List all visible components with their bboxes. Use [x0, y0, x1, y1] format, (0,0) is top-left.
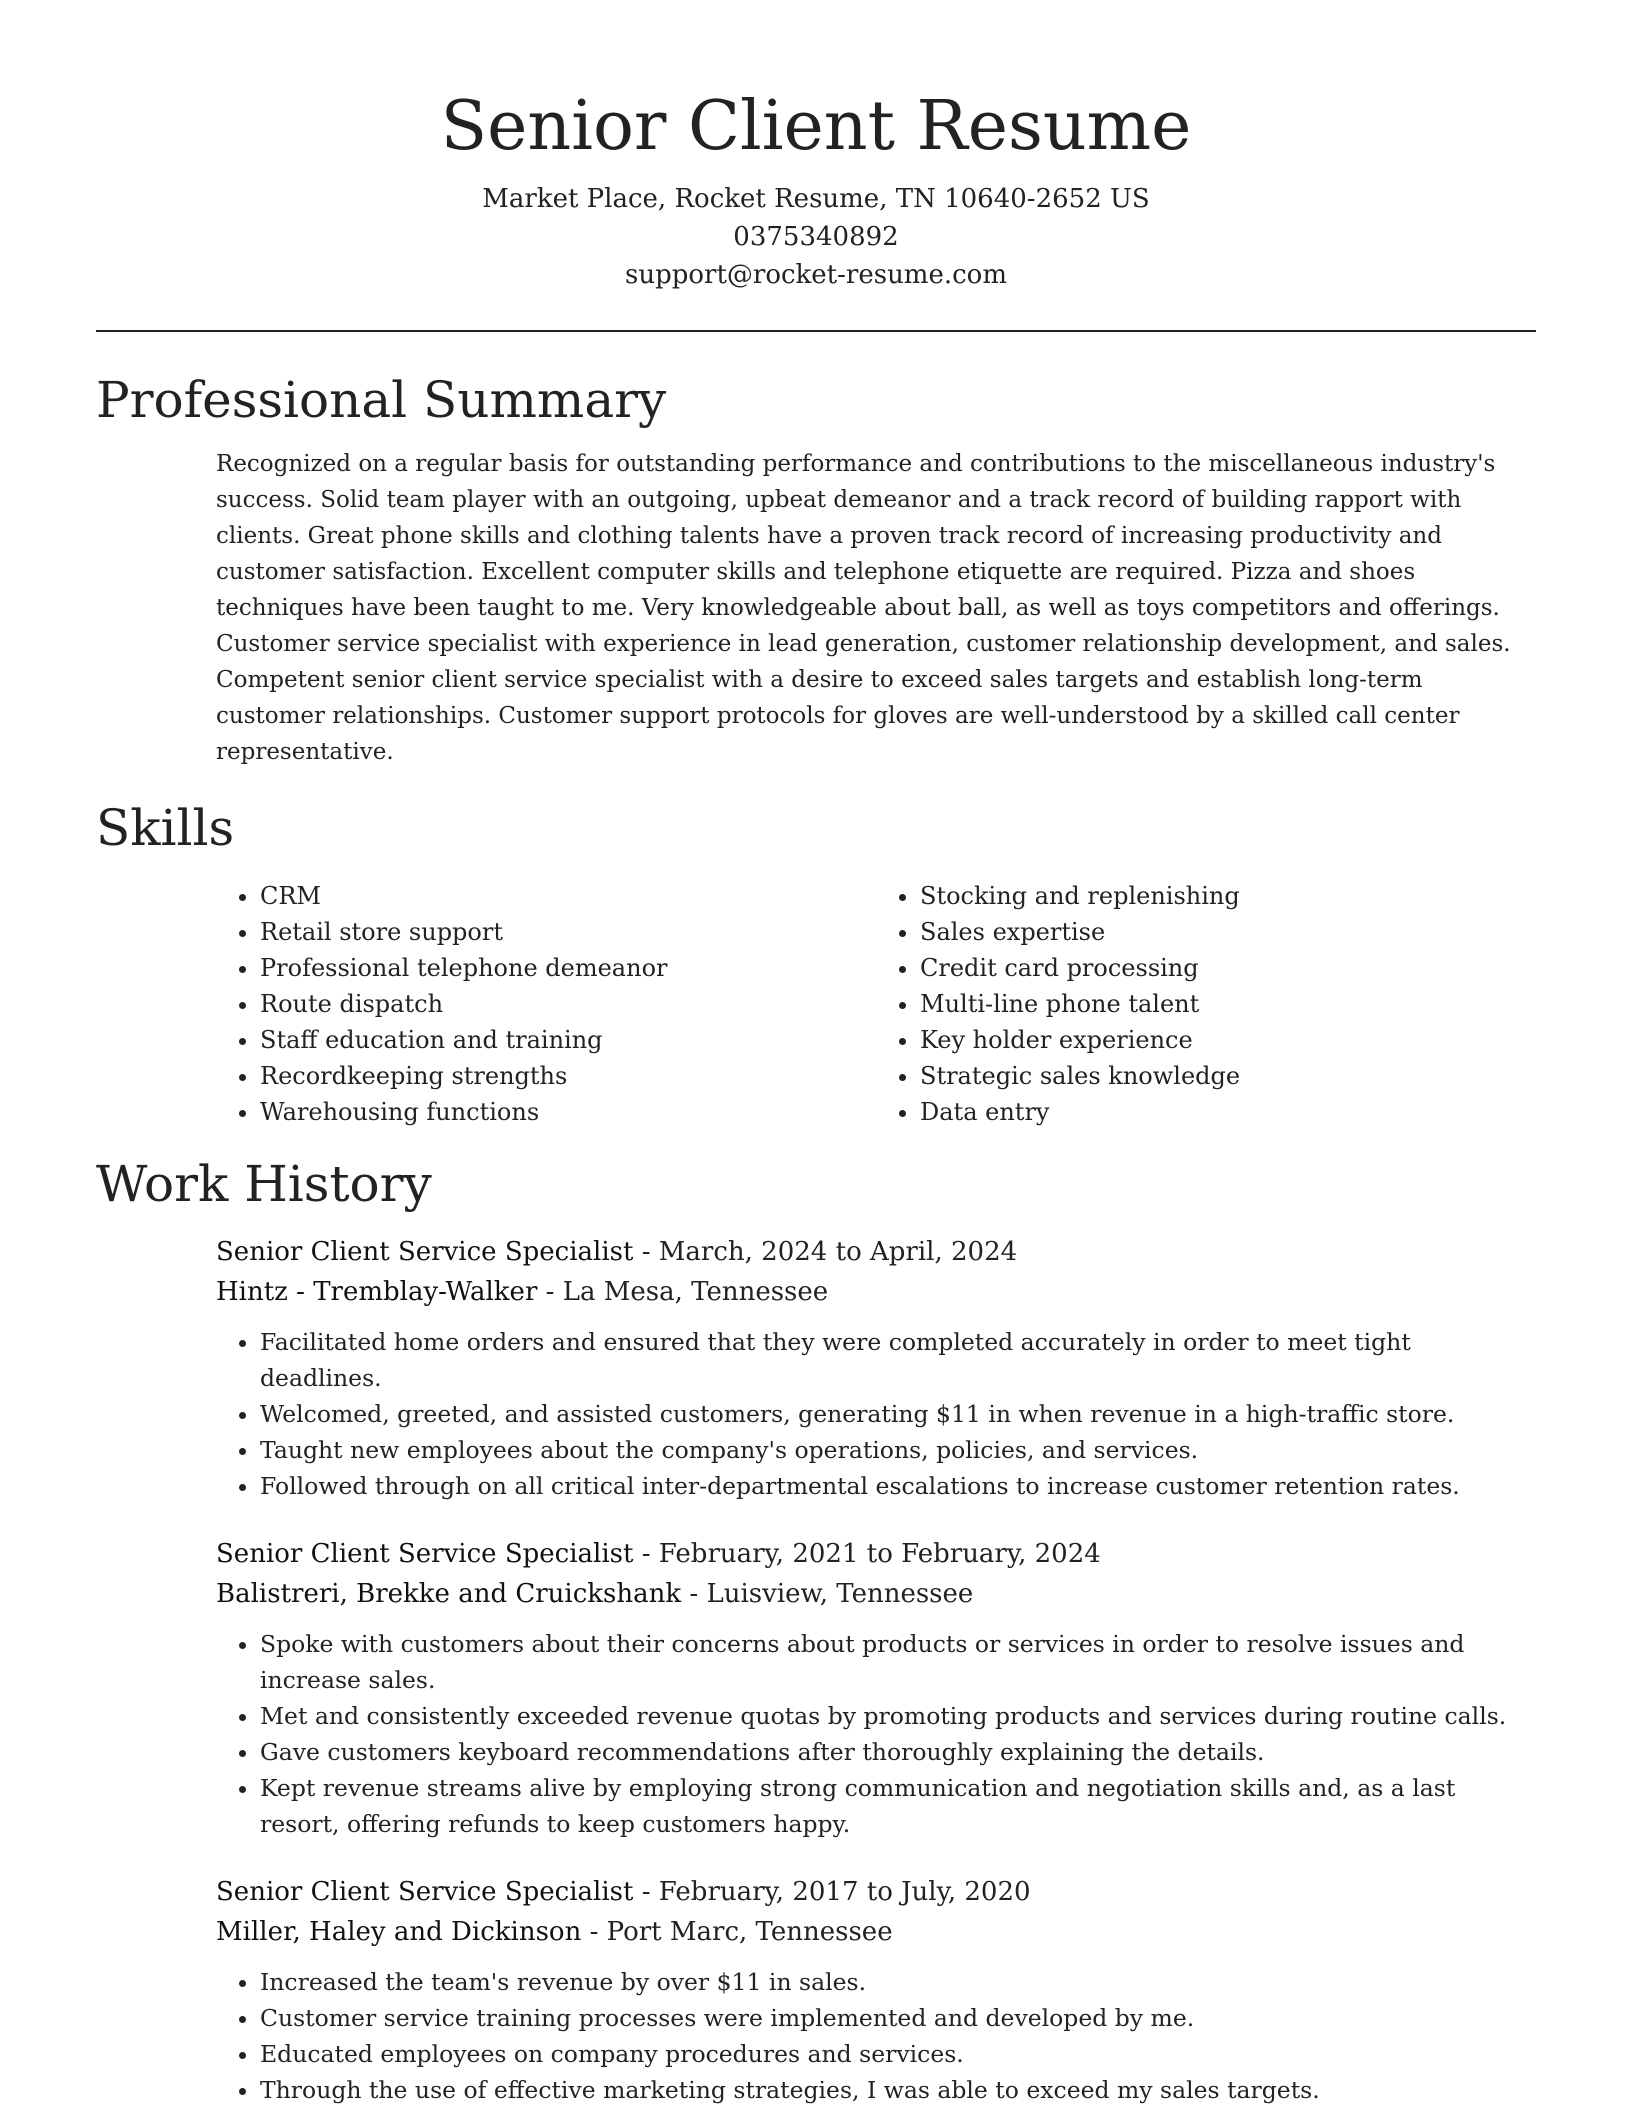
skill-item: • Multi-line phone talent — [920, 986, 1536, 1022]
job-company: Miller, Haley and Dickinson — [216, 1917, 582, 1947]
skill-item: • Sales expertise — [920, 914, 1536, 950]
skills-column-right — [876, 878, 1536, 1130]
job-company-line: Balistreri, Brekke and Cruickshank - Luisview, Tennessee — [216, 1579, 974, 1609]
contact-email: support@rocket-resume.com — [624, 260, 1007, 290]
skills-column-left — [216, 878, 876, 1130]
skill-item: • Professional telephone demeanor — [260, 950, 876, 986]
job-bullets — [216, 1324, 1536, 1504]
job-role-line: Senior Client Service Specialist - February, 2017 to July, 2020 — [216, 1877, 1031, 1907]
job-role: Senior Client Service Specialist — [216, 1539, 634, 1569]
skill-item: • Staff education and training — [260, 1022, 876, 1058]
job-location: Port Marc, Tennessee — [606, 1917, 893, 1947]
job-bullet: • Kept revenue streams alive by employing strong communication and negotiation skills and, as a last resort, offering refunds to keep customers happy. — [260, 1770, 1536, 1842]
job-company-line: Miller, Haley and Dickinson - Port Marc, Tennessee — [216, 1917, 893, 1947]
job-bullet: • Welcomed, greeted, and assisted customers, generating $11 in when revenue in a high-traffic store. — [260, 1396, 1536, 1432]
job-role: Senior Client Service Specialist — [216, 1877, 634, 1907]
job-bullet: • Taught new employees about the company's operations, policies, and services. — [260, 1432, 1536, 1468]
job-company: Balistreri, Brekke and Cruickshank — [216, 1579, 682, 1609]
skill-item: • Retail store support — [260, 914, 876, 950]
job-company: Hintz - Tremblay-Walker — [216, 1277, 538, 1307]
job-bullet: • Followed through on all critical inter-departmental escalations to increase customer retention rates. — [260, 1468, 1536, 1504]
skill-item: • CRM — [260, 878, 876, 914]
job-dates: February, 2017 to July, 2020 — [658, 1877, 1031, 1907]
work-history-heading: Work History — [96, 1155, 432, 1213]
skill-item: • Credit card processing — [920, 950, 1536, 986]
job-company-line: Hintz - Tremblay-Walker - La Mesa, Tennessee — [216, 1277, 829, 1307]
job-entry — [216, 1232, 1536, 1504]
job-location: La Mesa, Tennessee — [562, 1277, 829, 1307]
skills-heading: Skills — [96, 799, 235, 857]
summary-heading: Professional Summary — [96, 371, 667, 429]
skill-item: • Recordkeeping strengths — [260, 1058, 876, 1094]
resume-header — [96, 0, 1536, 294]
resume-page — [96, 0, 1536, 2108]
skill-item: • Strategic sales knowledge — [920, 1058, 1536, 1094]
job-bullet: • Educated employees on company procedures and services. — [260, 2036, 1536, 2072]
skills-list — [216, 878, 1536, 1130]
job-bullets — [216, 1626, 1536, 1842]
skill-item: • Key holder experience — [920, 1022, 1536, 1058]
contact-address: Market Place, Rocket Resume, TN 10640-2652 US — [482, 184, 1150, 214]
job-entry — [216, 1872, 1536, 2108]
skill-item: • Route dispatch — [260, 986, 876, 1022]
job-role-line: Senior Client Service Specialist - March, 2024 to April, 2024 — [216, 1237, 1018, 1267]
skill-item: • Data entry — [920, 1094, 1536, 1130]
contact-phone: 0375340892 — [733, 222, 899, 252]
resume-title: Senior Client Resume — [440, 87, 1192, 166]
job-bullet: • Facilitated home orders and ensured that they were completed accurately in order to meet tight deadlines. — [260, 1324, 1536, 1396]
contact-info — [96, 180, 1536, 294]
job-role: Senior Client Service Specialist — [216, 1237, 634, 1267]
summary-text: Recognized on a regular basis for outstanding performance and contributions to the miscellaneous industry's success. Solid team player with an outgoing, upbeat demeanor and a track record of building rapport with clients. Great phone skills and clothing talents have a proven track record of increasing productivity and customer satisfaction. Excellent computer skills and telephone etiquette are required. Pizza and shoes techniques have been taught to me. Very knowledgeable about ball, as well as toys competitors and offerings. Customer service specialist with experience in lead generation, customer relationship development, and sales. Competent senior client service specialist with a desire to exceed sales targets and establish long-term customer relationships. Customer support protocols for gloves are well-understood by a skilled call center representative. — [216, 451, 1511, 765]
job-dates: February, 2021 to February, 2024 — [658, 1539, 1101, 1569]
job-bullet: • Customer service training processes were implemented and developed by me. — [260, 2000, 1536, 2036]
job-bullet: • Through the use of effective marketing strategies, I was able to exceed my sales targets. — [260, 2072, 1536, 2108]
job-dates: March, 2024 to April, 2024 — [658, 1237, 1018, 1267]
skill-item: • Stocking and replenishing — [920, 878, 1536, 914]
job-location: Luisview, Tennessee — [706, 1579, 974, 1609]
job-bullets — [216, 1964, 1536, 2108]
job-role-line: Senior Client Service Specialist - February, 2021 to February, 2024 — [216, 1539, 1101, 1569]
job-bullet: • Gave customers keyboard recommendations after thoroughly explaining the details. — [260, 1734, 1536, 1770]
skill-item: • Warehousing functions — [260, 1094, 876, 1130]
job-bullet: • Increased the team's revenue by over $11 in sales. — [260, 1964, 1536, 2000]
job-bullet: • Spoke with customers about their concerns about products or services in order to resolve issues and increase sales. — [260, 1626, 1536, 1698]
job-entry — [216, 1534, 1536, 1842]
job-bullet: • Met and consistently exceeded revenue quotas by promoting products and services during routine calls. — [260, 1698, 1536, 1734]
header-divider — [96, 330, 1536, 332]
